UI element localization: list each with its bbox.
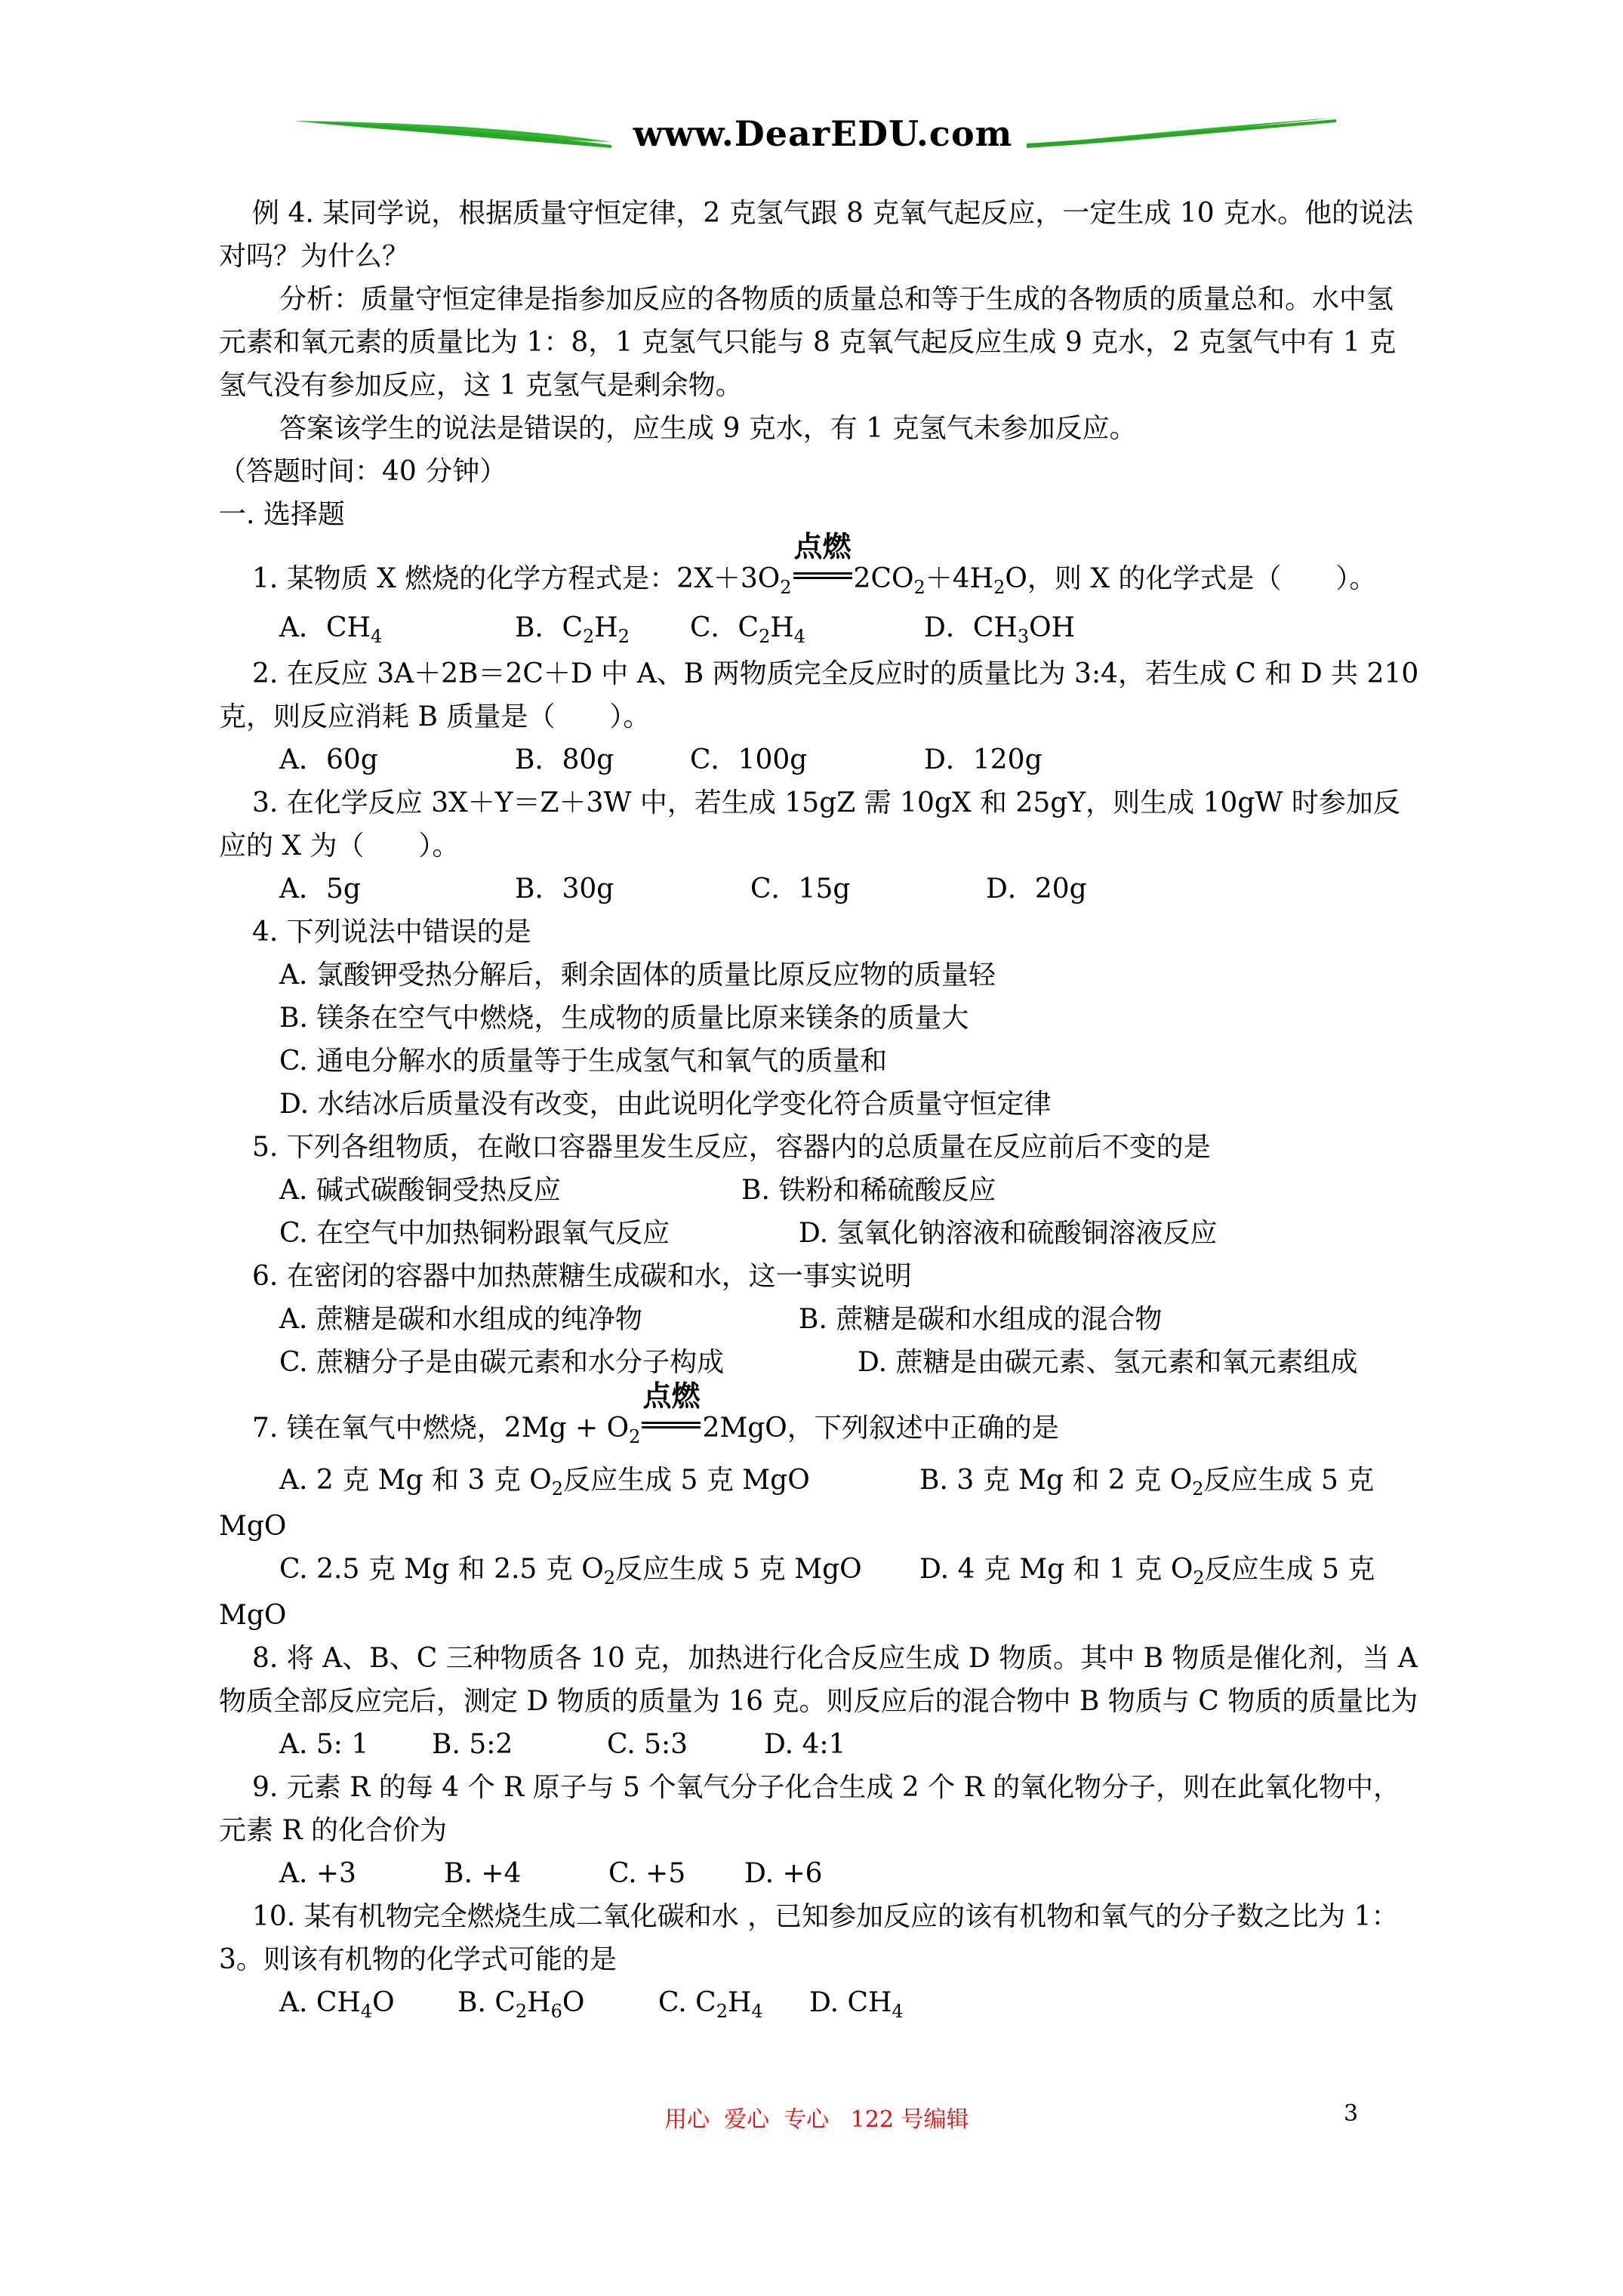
question-8: 8. 将 A、B、C 三种物质各 10 克，加热进行化合反应生成 D 物质。其中 B 物质是催化剂，当 A 物质全部反应完后，测定 D 物质的质量为 16 克。则反应后的混合物中 B 物质与 C 物质的质量比为 xyxy=(219,1643,1418,1717)
option: B. C2H6O xyxy=(457,1987,585,2022)
option: D. 水结冰后质量没有改变，由此说明化学变化符合质量守恒定律 xyxy=(279,1089,1052,1120)
question-1: 1. 某物质 X 燃烧的化学方程式是：$2X+3O_2$ 点燃 $2CO_2+4H_2O$，则 X 的化学式是（ ）。 xyxy=(252,530,1377,598)
option: B. 镁条在空气中燃烧，生成物的质量比原来镁条的质量大 xyxy=(279,1003,969,1034)
question-9: 9. 元素 R 的每 4 个 R 原子与 5 个氧气分子化合生成 2 个 R 的氧化物分子，则在此氧化物中，元素 R 的化合价为 xyxy=(219,1772,1401,1846)
option: A. 碱式碳酸铜受热反应 xyxy=(279,1175,561,1206)
option: D．20g xyxy=(986,874,1087,905)
question-6: 6. 在密闭的容器中加热蔗糖生成碳和水，这一事实说明 xyxy=(252,1261,912,1292)
content xyxy=(219,192,1419,2027)
question-4: 4. 下列说法中错误的是 xyxy=(252,917,531,948)
option: A．CH4 xyxy=(279,612,383,647)
option: D. 氢氧化钠溶液和硫酸铜溶液反应 xyxy=(799,1218,1218,1249)
question-8-options xyxy=(219,1723,1419,1766)
example-answer: 答案该学生的说法是错误的，应生成 9 克水，有 1 克氢气未参加反应。 xyxy=(279,413,1137,444)
option: B．C2H2 xyxy=(515,612,630,647)
option: B. 铁粉和稀硫酸反应 xyxy=(741,1175,996,1206)
question-2: 2. 在反应 3A＋2B＝2C＋D 中 A、B 两物质完全反应时的质量比为 3:4，若生成 C 和 D 共 210 克，则反应消耗 B 质量是（ ）。 xyxy=(219,658,1419,732)
option: A. +3 xyxy=(279,1858,356,1889)
option: A．5g xyxy=(279,874,361,905)
site-banner xyxy=(294,106,1336,174)
option: B. 蔗糖是碳和水组成的混合物 xyxy=(799,1304,1163,1335)
reaction-arrow: 点燃 xyxy=(792,559,854,589)
option: D. 4 克 Mg 和 1 克 O2反应生成 5 克 xyxy=(919,1554,1375,1589)
option: A. 氯酸钾受热分解后，剩余固体的质量比原反应物的质量轻 xyxy=(279,960,996,991)
option: A. 5: 1 xyxy=(279,1729,369,1760)
option: C．15g xyxy=(750,874,851,905)
option: C. +5 xyxy=(608,1858,686,1889)
question-5: 5. 下列各组物质，在敞口容器里发生反应，容器内的总质量在反应前后不变的是 xyxy=(252,1132,1211,1163)
footer xyxy=(0,2100,1623,2138)
question-10: 10. 某有机物完全燃烧生成二氧化碳和水 ，已知参加反应的该有机物和氧气的分子数之比为 1：3。则该有机物的化学式可能的是 xyxy=(219,1901,1399,1975)
question-10-options xyxy=(219,1981,1419,2027)
option: C. 5:3 xyxy=(607,1729,688,1760)
option: A. CH4O xyxy=(279,1987,395,2022)
question-5-options xyxy=(219,1169,1419,1212)
question-6-options xyxy=(219,1341,1419,1384)
option: D. +6 xyxy=(744,1858,823,1889)
option: C. 2.5 克 Mg 和 2.5 克 O2反应生成 5 克 MgO xyxy=(279,1554,862,1589)
option: C. 在空气中加热铜粉跟氧气反应 xyxy=(279,1218,670,1249)
option: A. 2 克 Mg 和 3 克 O2反应生成 5 克 MgO xyxy=(279,1465,810,1499)
section-title: 一. 选择题 xyxy=(219,499,345,530)
option: B. +4 xyxy=(444,1858,522,1889)
option: C. 蔗糖分子是由碳元素和水分子构成 xyxy=(279,1347,725,1378)
option: C. C2H4 xyxy=(658,1987,763,2022)
footer-text: 用心 爱心 专心 122 号编辑 xyxy=(664,2106,969,2133)
option: B．80g xyxy=(515,744,614,775)
reaction-arrow: 点燃 xyxy=(640,1408,702,1438)
question-5-options xyxy=(219,1212,1419,1255)
option: D．120g xyxy=(924,744,1042,775)
question-6-options xyxy=(219,1298,1419,1341)
question-1-options xyxy=(219,606,1419,652)
option: C．C2H4 xyxy=(690,612,806,647)
option: C. 通电分解水的质量等于生成氢气和氧气的质量和 xyxy=(279,1046,888,1077)
question-3-options xyxy=(219,868,1419,911)
question-2-options xyxy=(219,738,1419,781)
option: D. 蔗糖是由碳元素、氢元素和氧元素组成 xyxy=(858,1347,1358,1378)
question-7-options xyxy=(219,1548,1419,1594)
time-note: （答题时间：40 分钟） xyxy=(219,456,507,487)
option: A. 蔗糖是碳和水组成的纯净物 xyxy=(279,1304,642,1335)
example-analysis: 分析：质量守恒定律是指参加反应的各物质的质量总和等于生成的各物质的质量总和。水中氢元素和氧元素的质量比为 1：8，1 克氢气只能与 8 克氧气起反应生成 9 克水，2 克氢气中有 1 克氢气没有参加反应，这 1 克氢气是剩余物。 xyxy=(219,284,1397,401)
option: C．100g xyxy=(690,744,808,775)
site-url: www.DearEDU.com xyxy=(633,113,1013,154)
option: D. CH4 xyxy=(809,1987,904,2022)
page-number: 3 xyxy=(1344,2100,1359,2127)
question-7-options xyxy=(219,1459,1419,1505)
option: B. 5:2 xyxy=(432,1729,513,1760)
option-continuation: MgO xyxy=(219,1511,287,1542)
question-3: 3. 在化学反应 3X＋Y＝Z＋3W 中，若生成 15gZ 需 10gX 和 25gY，则生成 10gW 时参加反应的 X 为（ ）。 xyxy=(219,787,1400,861)
option-continuation: MgO xyxy=(219,1600,287,1631)
option: D. 4:1 xyxy=(764,1729,846,1760)
option: B. 3 克 Mg 和 2 克 O2反应生成 5 克 xyxy=(919,1465,1375,1499)
option: B．30g xyxy=(515,874,614,905)
question-7: 7. 镁在氧气中燃烧，$2Mg + O_2$ 点燃 2MgO，下列叙述中正确的是 xyxy=(252,1379,1059,1447)
option: D．CH3OH xyxy=(924,612,1076,647)
example-question: 例 4. 某同学说，根据质量守恒定律，2 克氢气跟 8 克氧气起反应，一定生成 10 克水。他的说法对吗？为什么？ xyxy=(219,198,1414,272)
question-9-options xyxy=(219,1852,1419,1895)
option: A．60g xyxy=(279,744,378,775)
